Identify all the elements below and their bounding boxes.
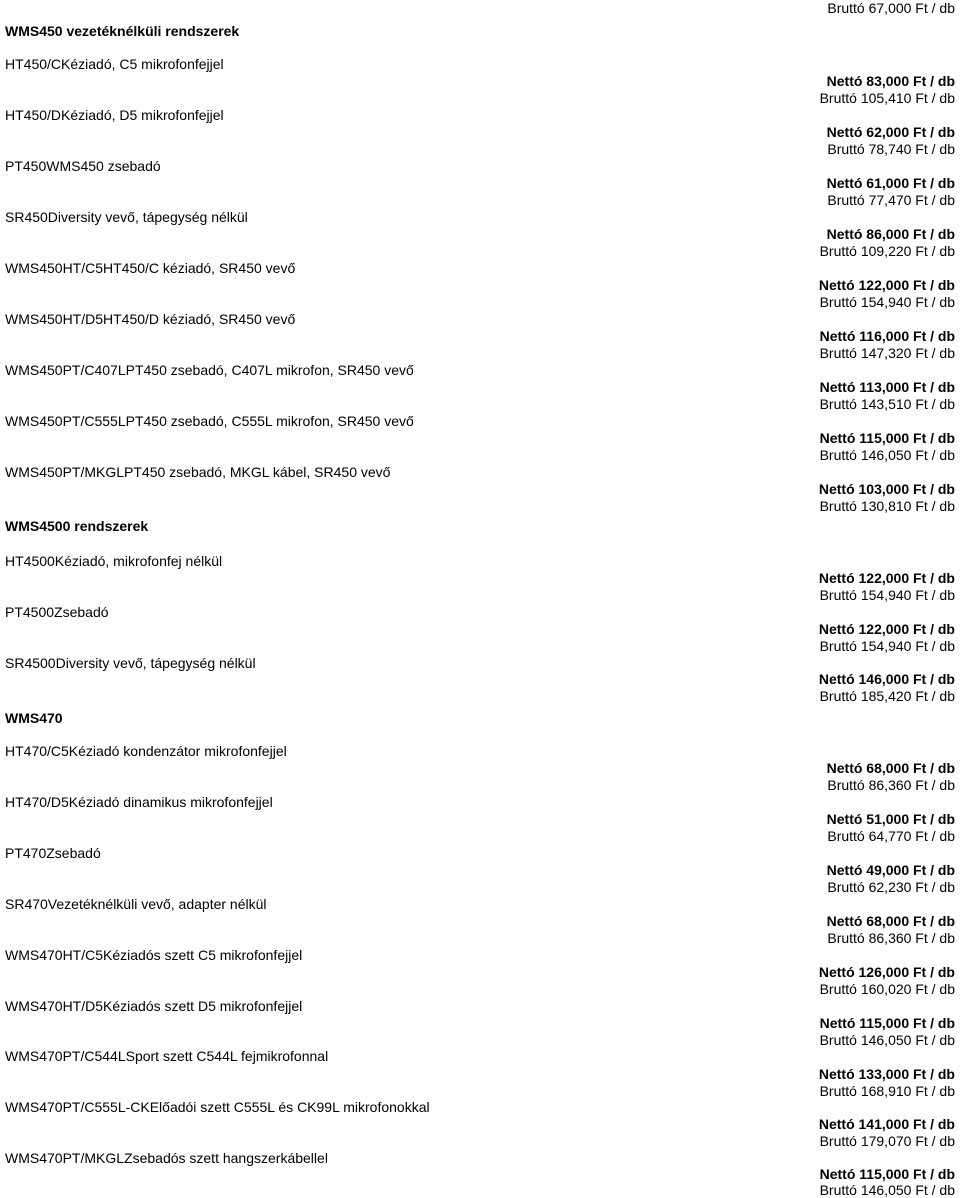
price-brutto: Bruttó 146,050 Ft / db [819,447,955,463]
section-title-wms450: WMS450 vezetéknélküli rendszerek [5,23,240,39]
price-brutto: Bruttó 77,470 Ft / db [827,192,955,208]
price-brutto: Bruttó 146,050 Ft / db [819,1182,955,1198]
price-brutto: Bruttó 179,070 Ft / db [819,1133,955,1149]
price-netto: Nettó 122,000 Ft / db [818,621,955,637]
product-item: SR4500Diversity vevő, tápegység nélkül [5,655,256,671]
price-netto: Nettó 51,000 Ft / db [826,811,955,827]
price-netto: Nettó 115,000 Ft / db [819,430,955,446]
product-item: HT450/CKéziadó, C5 mikrofonfejjel [5,56,224,72]
price-brutto: Bruttó 154,940 Ft / db [819,638,955,654]
product-item: WMS470PT/C555L-CKElőadói szett C555L és CK99L mikrofonokkal [5,1099,430,1115]
product-item: WMS450HT/D5HT450/D kéziadó, SR450 vevő [5,311,296,327]
price-netto: Nettó 61,000 Ft / db [826,175,955,191]
product-item: WMS470HT/C5Kéziadós szett C5 mikrofonfejjel [5,947,303,963]
price-netto: Nettó 49,000 Ft / db [826,862,955,878]
price-brutto: Bruttó 143,510 Ft / db [819,396,955,412]
price-netto: Nettó 68,000 Ft / db [826,760,955,776]
price-netto: Nettó 115,000 Ft / db [819,1166,955,1182]
product-item: PT4500Zsebadó [5,604,109,620]
section-title-wms470: WMS470 [5,710,63,726]
product-item: WMS450PT/C407LPT450 zsebadó, C407L mikrofon, SR450 vevő [5,362,414,378]
price-netto: Nettó 62,000 Ft / db [826,124,955,140]
product-item: SR470Vezetéknélküli vevő, adapter nélkül [5,896,267,912]
product-item: HT450/DKéziadó, D5 mikrofonfejjel [5,107,224,123]
price-netto: Nettó 115,000 Ft / db [819,1015,955,1031]
price-brutto: Bruttó 109,220 Ft / db [819,243,955,259]
price-brutto: Bruttó 160,020 Ft / db [819,981,955,997]
price-netto: Nettó 103,000 Ft / db [818,481,955,497]
price-brutto: Bruttó 146,050 Ft / db [819,1032,955,1048]
price-brutto: Bruttó 86,360 Ft / db [827,777,955,793]
price-netto: Nettó 116,000 Ft / db [819,328,955,344]
product-item: PT470Zsebadó [5,845,101,861]
price-netto: Nettó 146,000 Ft / db [818,671,955,687]
price-netto: Nettó 68,000 Ft / db [826,913,955,929]
product-item: WMS450PT/C555LPT450 zsebadó, C555L mikrofon, SR450 vevő [5,413,414,429]
product-item: WMS450HT/C5HT450/C kéziadó, SR450 vevő [5,260,296,276]
product-item: HT470/C5Kéziadó kondenzátor mikrofonfejjel [5,743,287,759]
price-brutto: Bruttó 78,740 Ft / db [827,141,955,157]
section-title-wms4500: WMS4500 rendszerek [5,518,149,534]
price-brutto: Bruttó 86,360 Ft / db [827,930,955,946]
price-brutto: Bruttó 130,810 Ft / db [819,498,955,514]
product-item: WMS470PT/C544LSport szett C544L fejmikrofonnal [5,1048,329,1064]
price-netto: Nettó 133,000 Ft / db [818,1066,955,1082]
price-brutto: Bruttó 105,410 Ft / db [819,90,955,106]
price-brutto: Bruttó 185,420 Ft / db [819,688,955,704]
price-brutto: Bruttó 154,940 Ft / db [819,294,955,310]
price-brutto-top: Bruttó 67,000 Ft / db [827,0,955,16]
product-item: PT450WMS450 zsebadó [5,158,161,174]
price-netto: Nettó 141,000 Ft / db [818,1116,955,1132]
price-brutto: Bruttó 168,910 Ft / db [819,1083,955,1099]
price-netto: Nettó 126,000 Ft / db [818,964,955,980]
product-item: WMS470HT/D5Kéziadós szett D5 mikrofonfejjel [5,998,303,1014]
product-item: HT470/D5Kéziadó dinamikus mikrofonfejjel [5,794,273,810]
product-item: SR450Diversity vevő, tápegység nélkül [5,209,248,225]
price-netto: Nettó 86,000 Ft / db [826,226,955,242]
price-brutto: Bruttó 154,940 Ft / db [819,587,955,603]
product-item: WMS470PT/MKGLZsebadós szett hangszerkábellel [5,1150,328,1166]
price-brutto: Bruttó 147,320 Ft / db [819,345,955,361]
price-brutto: Bruttó 62,230 Ft / db [827,879,955,895]
price-netto: Nettó 113,000 Ft / db [819,379,955,395]
product-item: WMS450PT/MKGLPT450 zsebadó, MKGL kábel, SR450 vevő [5,464,391,480]
price-netto: Nettó 83,000 Ft / db [826,73,955,89]
price-brutto: Bruttó 64,770 Ft / db [827,828,955,844]
price-netto: Nettó 122,000 Ft / db [818,570,955,586]
price-netto: Nettó 122,000 Ft / db [818,277,955,293]
product-item: HT4500Kéziadó, mikrofonfej nélkül [5,553,223,569]
